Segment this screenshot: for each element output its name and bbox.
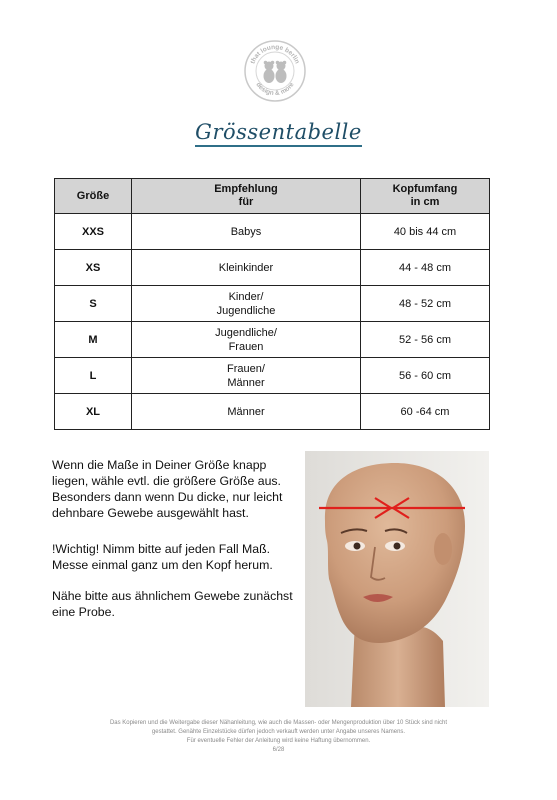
note-paragraph: !Wichtig! Nimm bitte auf jeden Fall Maß. Messe einmal ganz um den Kopf herum. [52, 542, 273, 572]
note-paragraph: Wenn die Maße in Deiner Größe knapp liegen, wähle evtl. die größere Größe aus. Besonders dann wenn Du dicke, nur leicht dehnbare Gewebe ausgewählt hast. [52, 458, 283, 520]
table-row [55, 214, 490, 250]
size-cell: M [55, 322, 132, 358]
recommendation-cell: Jugendliche/ Frauen [132, 322, 361, 358]
column-header-size: Größe [55, 179, 132, 214]
column-header-head-circumference: Kopfumfang in cm [361, 179, 490, 214]
circumference-cell: 56 - 60 cm [361, 358, 490, 394]
page-title: Grössentabelle [0, 120, 557, 144]
logo-text-top: that lounge berlin [249, 43, 301, 65]
table-row [55, 250, 490, 286]
mannequin-head-icon [305, 451, 489, 707]
column-header-recommendation: Empfehlung für [132, 179, 361, 214]
size-cell: XXS [55, 214, 132, 250]
bear-logo-icon [243, 39, 307, 103]
table-header-row [55, 179, 490, 214]
circumference-cell: 40 bis 44 cm [361, 214, 490, 250]
copyright-footer [40, 719, 517, 755]
note-paragraph: Nähe bitte aus ähnlichem Gewebe zunächst eine Probe. [52, 589, 293, 619]
circumference-cell: 60 -64 cm [361, 394, 490, 430]
svg-text:design & more [254, 81, 295, 97]
table-row [55, 358, 490, 394]
size-table [54, 178, 490, 430]
circumference-cell: 48 - 52 cm [361, 286, 490, 322]
table-row [55, 286, 490, 322]
instructions-text [52, 457, 297, 635]
circumference-cell: 52 - 56 cm [361, 322, 490, 358]
table-row [55, 394, 490, 430]
recommendation-cell: Kinder/ Jugendliche [132, 286, 361, 322]
logo-text-bottom: design & more [254, 81, 296, 98]
footer-line: Das Kopieren und die Weitergabe dieser Nähanleitung, wie auch die Massen- oder Mengenproduktion über 10 Stück sind nicht [109, 720, 448, 726]
size-cell: L [55, 358, 132, 394]
recommendation-cell: Männer [132, 394, 361, 430]
circumference-cell: 44 - 48 cm [361, 250, 490, 286]
footer-line: gestattet. Genähte Einzelstücke dürfen jedoch verkauft werden unter Angabe unseres Namens. [151, 729, 406, 735]
size-cell: XS [55, 250, 132, 286]
size-cell: S [55, 286, 132, 322]
footer-line: Für eventuelle Fehler der Anleitung wird keine Haftung übernommen. [186, 738, 371, 744]
mannequin-head-photo [305, 451, 489, 707]
recommendation-cell: Babys [132, 214, 361, 250]
table-row [55, 322, 490, 358]
size-cell: XL [55, 394, 132, 430]
page-number: 6/28 [272, 747, 285, 753]
brand-logo [243, 39, 307, 103]
recommendation-cell: Kleinkinder [132, 250, 361, 286]
recommendation-cell: Frauen/ Männer [132, 358, 361, 394]
